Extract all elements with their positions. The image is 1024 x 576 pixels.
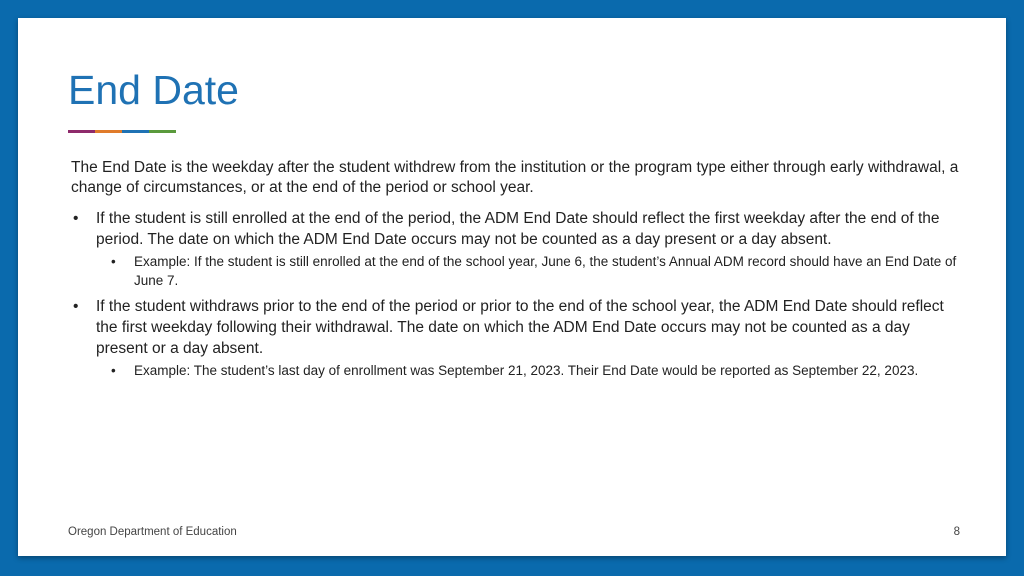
accent-segment-purple bbox=[68, 130, 95, 133]
page-title: End Date bbox=[68, 67, 239, 113]
slide bbox=[18, 18, 1006, 556]
bullet-item bbox=[71, 208, 961, 250]
sub-bullet-text: Example: If the student is still enrolled at the end of the school year, June 6, the student’s Annual ADM record should have an End Date of June 7. bbox=[134, 254, 957, 288]
sub-bullet-dot: • bbox=[111, 363, 116, 378]
sub-bullet-dot: • bbox=[111, 254, 116, 269]
footer-organization: Oregon Department of Education bbox=[68, 526, 237, 538]
page-number: 8 bbox=[953, 526, 960, 538]
bullet-dot: • bbox=[73, 298, 79, 315]
accent-segment-blue bbox=[122, 130, 149, 133]
accent-segment-green bbox=[149, 130, 176, 133]
bullet-text: If the student withdraws prior to the end of the period or prior to the end of the school year, the ADM End Date should reflect the first weekday following their withdrawal. The date on which the ADM End Date occurs may not be counted as a day present or a day absent. bbox=[96, 298, 944, 357]
bullet-dot: • bbox=[73, 210, 79, 227]
intro-paragraph: The End Date is the weekday after the student withdrew from the institution or the program type either through early withdrawal, a change of circumstances, or at the end of the period or school year. bbox=[71, 159, 959, 196]
sub-bullet-item bbox=[71, 361, 961, 380]
bullet-text: If the student is still enrolled at the end of the period, the ADM End Date should reflect the first weekday after the end of the period. The date on which the ADM End Date occurs may not be counted as a day present or a day absent. bbox=[96, 210, 940, 248]
sub-bullet-text: Example: The student’s last day of enrollment was September 21, 2023. Their End Date would be reported as September 22, 2023. bbox=[134, 363, 919, 378]
bullet-item bbox=[71, 296, 961, 359]
title-accent-bar bbox=[68, 130, 176, 133]
accent-segment-orange bbox=[95, 130, 122, 133]
slide-body bbox=[71, 158, 961, 386]
sub-bullet-item bbox=[71, 252, 961, 290]
